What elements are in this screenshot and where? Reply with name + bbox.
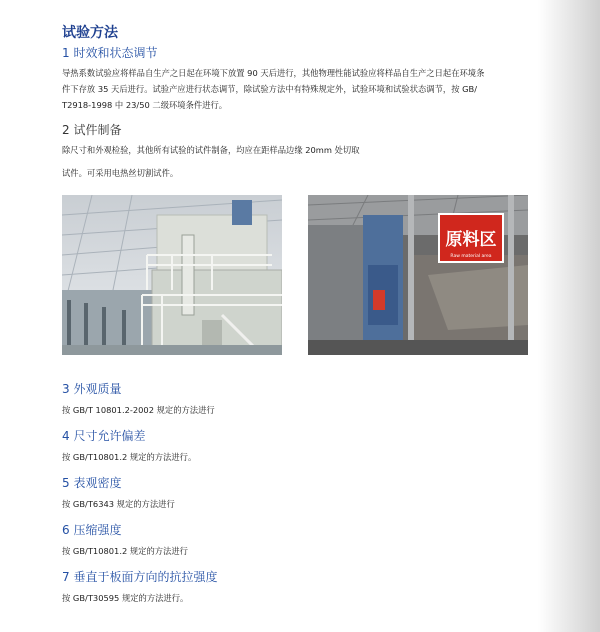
page-edge-shadow <box>538 0 600 632</box>
section-4-text: 按 GB/T10801.2 规定的方法进行。 <box>62 452 197 462</box>
raw-material-area-photo <box>308 195 528 355</box>
section-3-title: 3 外观质量 <box>62 382 122 396</box>
raw-material-sign-subtext: Raw material area <box>450 254 492 259</box>
raw-material-sign-text: 原料区 <box>445 230 497 250</box>
factory-platform-illustration <box>62 195 282 355</box>
section-2-line-1: 除尺寸和外观检验，其他所有试验的试件制备，均应在距样品边缘 20mm 处切取 <box>62 145 360 155</box>
section-6-text: 按 GB/T10801.2 规定的方法进行 <box>62 546 188 556</box>
section-2-line-2: 试件。可采用电热丝切割试件。 <box>62 168 179 178</box>
section-1-title: 1 时效和状态调节 <box>62 46 158 60</box>
section-4-title: 4 尺寸允许偏差 <box>62 429 146 443</box>
section-1-line-3: T2918-1998 中 23/50 二级环境条件进行。 <box>62 100 228 110</box>
section-1-line-1: 导热系数试验应将样品自生产之日起在环境下放置 90 天后进行，其他物理性能试验应将样品自生产之日起在环境条 <box>62 68 485 78</box>
section-3-text: 按 GB/T 10801.2-2002 规定的方法进行 <box>62 405 215 415</box>
section-2-title: 2 试件制备 <box>62 123 122 137</box>
section-5-title: 5 表观密度 <box>62 476 122 490</box>
section-6-title: 6 压缩强度 <box>62 523 122 537</box>
section-7-text: 按 GB/T30595 规定的方法进行。 <box>62 593 189 603</box>
section-5-text: 按 GB/T6343 规定的方法进行 <box>62 499 175 509</box>
section-1-line-2: 件下存放 35 天后进行。试验产应进行状态调节，除试验方法中有特殊规定外，试验环境和试验状态调节，按 GB/ <box>62 84 478 94</box>
raw-material-illustration <box>308 195 528 355</box>
section-7-title: 7 垂直于板面方向的抗拉强度 <box>62 570 218 584</box>
page-title: 试验方法 <box>62 25 118 41</box>
factory-platform-photo <box>62 195 282 355</box>
